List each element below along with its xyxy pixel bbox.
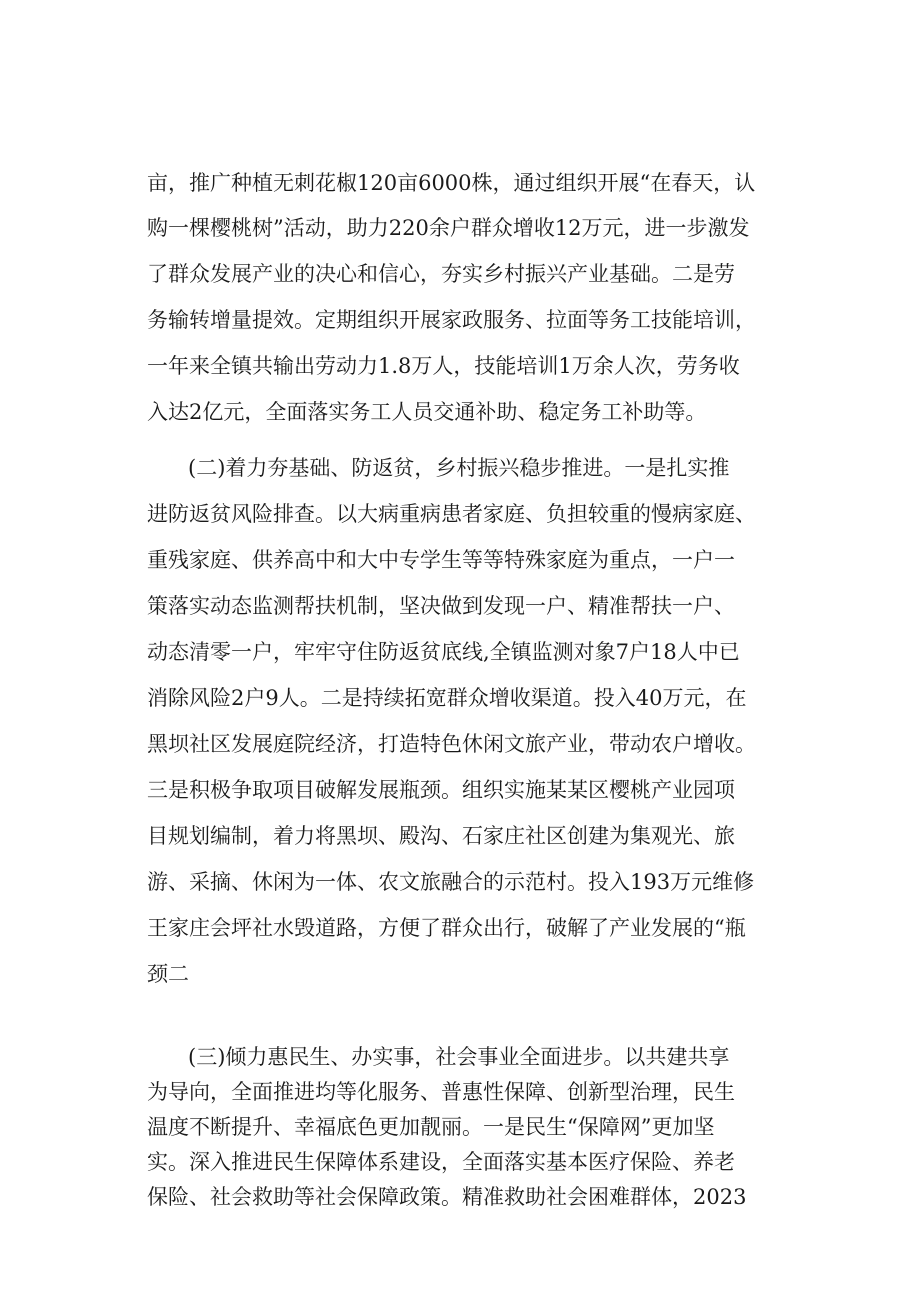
text-line: 为导向，全面推进均等化服务、普惠性保障、创新型治理，民生 [147, 1080, 735, 1104]
text-line: 务输转增量提效。定期组织开展家政服务、拉面等务工技能培训， [147, 308, 756, 332]
text-line: (三)倾力惠民生、办实事，社会事业全面进步。以共建共享 [188, 1045, 730, 1069]
text-line: 动态清零一户，牢牢守住防返贫底线,全镇监测对象7户18人中已 [147, 640, 740, 664]
text-line: 三是积极争取项目破解发展瓶颈。组织实施某某区樱桃产业园项 [147, 778, 735, 802]
text-line: 颈二 [147, 962, 189, 986]
text-line: 了群众发展产业的决心和信心，夯实乡村振兴产业基础。二是劳 [147, 262, 735, 286]
text-line: 温度不断提升、幸福底色更加靓丽。一是民生“保障网”更加坚 [147, 1115, 715, 1139]
text-line: 游、采摘、休闲为一体、农文旅融合的示范村。投入193万元维修 [147, 870, 755, 894]
text-line: 购一棵樱桃树”活动，助力220余户群众增收12万元，进一步激发 [147, 216, 750, 240]
text-line: 黑坝社区发展庭院经济，打造特色休闲文旅产业，带动农户增收。 [147, 732, 756, 756]
text-line: 策落实动态监测帮扶机制，坚决做到发现一户、精准帮扶一户、 [147, 594, 735, 618]
text-line: (二)着力夯基础、防返贫，乡村振兴稳步推进。一是扎实推 [188, 456, 730, 480]
text-line: 亩，推广种植无刺花椒120亩6000株，通过组织开展“在春天，认 [147, 171, 756, 195]
text-line: 王家庄会坪社水毁道路，方便了群众出行，破解了产业发展的“瓶 [147, 916, 746, 940]
text-line: 消除风险2户9人。二是持续拓宽群众增收渠道。投入40万元，在 [147, 686, 747, 710]
text-line: 一年来全镇共输出劳动力1.8万人，技能培训1万余人次，劳务收 [147, 354, 740, 378]
text-line: 实。深入推进民生保障体系建设，全面落实基本医疗保险、养老 [147, 1150, 735, 1174]
text-line: 目规划编制，着力将黑坝、殿沟、石家庄社区创建为集观光、旅 [147, 824, 735, 848]
text-line: 重残家庭、供养高中和大中专学生等等特殊家庭为重点，一户一 [147, 548, 735, 572]
text-line: 保险、社会救助等社会保障政策。精准救助社会困难群体，2023 [147, 1185, 747, 1209]
text-line: 入达2亿元，全面落实务工人员交通补助、稳定务工补助等。 [147, 400, 707, 424]
text-line: 进防返贫风险排查。以大病重病患者家庭、负担较重的慢病家庭、 [147, 502, 756, 526]
